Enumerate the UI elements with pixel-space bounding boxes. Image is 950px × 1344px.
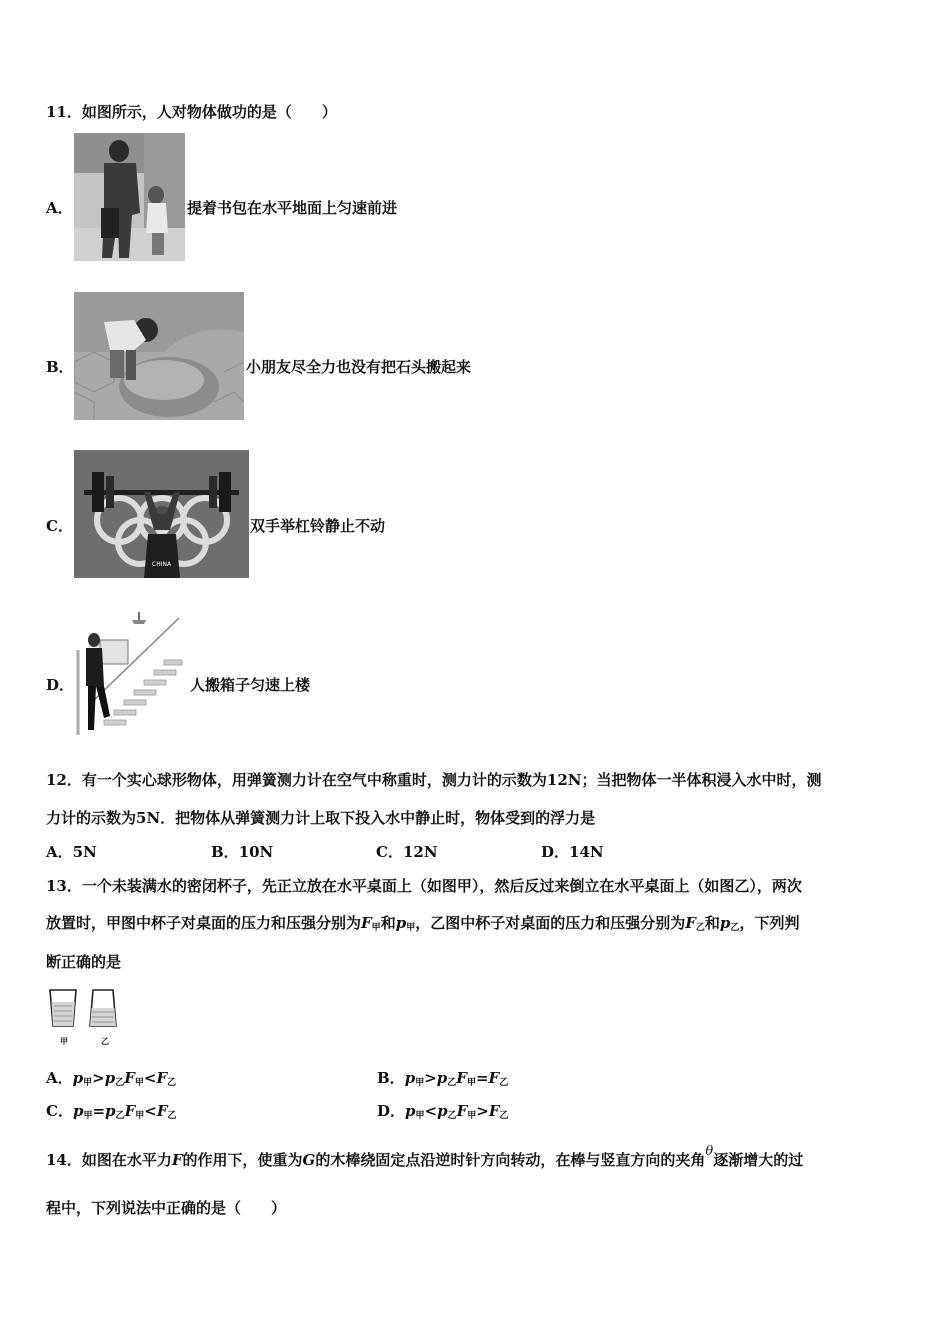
figure-cups: [46, 986, 126, 1032]
q13-line-2-suffix: ，下列判: [739, 914, 800, 932]
q13-b-rel: >: [424, 1069, 437, 1087]
q13-c-p2: p: [105, 1102, 116, 1120]
q11-option-b-text: 小朋友尽全力也没有把石头搬起来: [246, 358, 472, 376]
q12-option-d-text: 14N: [569, 843, 604, 861]
photo-weightlifter: [74, 450, 249, 578]
q12-option-b-letter: B．: [211, 843, 239, 861]
q11-option-c-text: 双手举杠铃静止不动: [250, 517, 386, 535]
q13-option-a: [46, 1068, 176, 1093]
q13-d-sub2: 乙: [447, 1111, 457, 1121]
q13-d-F: F: [456, 1102, 468, 1120]
q13-a-p2: p: [104, 1069, 116, 1087]
q13-b-F2: F: [488, 1069, 500, 1087]
q13-sub-yi: 乙: [695, 923, 705, 933]
q13-var-p: p: [395, 914, 407, 932]
q13-option-c-letter: C．: [46, 1102, 73, 1120]
q13-d-rel: <: [424, 1102, 438, 1120]
q13-option-d-letter: D．: [377, 1102, 406, 1120]
photo-walking-with-bag: [74, 133, 185, 261]
q13-line-2-prefix: 放置时，甲图中杯子对桌面的压力和压强分别为: [46, 914, 362, 932]
q13-option-b-letter: B．: [377, 1069, 405, 1087]
q13-c-sub2: 乙: [115, 1111, 125, 1121]
q13-b-sub2: 乙: [447, 1078, 457, 1088]
q13-a-sub2: 乙: [115, 1078, 125, 1088]
q13-d-sub3: 甲: [467, 1111, 477, 1121]
q14-var-G: G: [302, 1151, 316, 1169]
q13-c-rel2: <: [144, 1102, 157, 1120]
q12-option-d: [541, 842, 604, 862]
q13-a-sub4: 乙: [167, 1078, 177, 1088]
q13-a-F: F: [124, 1069, 135, 1087]
q14-line-1-b: 的作用下，使重为: [182, 1151, 303, 1169]
q11-option-b-letter: B．: [46, 358, 74, 376]
q11-option-c-letter: C．: [46, 517, 73, 535]
photo-c-chest-text: CHINA: [152, 561, 172, 568]
q13-b-sub4: 乙: [499, 1078, 509, 1088]
q13-sub-jia: 甲: [371, 923, 381, 933]
q13-and-2: 和: [704, 914, 720, 932]
q13-line-2: [46, 913, 799, 938]
q13-d-sub4: 乙: [499, 1111, 509, 1121]
q13-a-rel2: <: [143, 1069, 157, 1087]
q14-line-2: 程中，下列说法中正确的是（ ）: [46, 1199, 287, 1217]
q14-theta: θ: [705, 1144, 714, 1159]
q13-option-d: [377, 1101, 509, 1126]
q12-option-d-letter: D．: [541, 843, 570, 861]
q13-c-F2: F: [156, 1102, 168, 1120]
figure-label-yi: 乙: [101, 1036, 109, 1046]
q13-a-rel: >: [92, 1069, 105, 1087]
q12-option-c: [376, 842, 438, 862]
q13-c-sub: 甲: [83, 1111, 93, 1121]
q11-option-a-letter: A．: [46, 199, 73, 217]
q12-line-1: 12．有一个实心球形物体，用弹簧测力计在空气中称重时，测力计的示数为12N；当把物体一半体积浸入水中时，测: [46, 771, 822, 789]
q13-option-a-letter: A．: [46, 1069, 73, 1087]
figure-label-jia: 甲: [60, 1036, 68, 1046]
q13-b-p: p: [404, 1069, 416, 1087]
q13-sub-yi-2: 乙: [730, 923, 740, 933]
q13-a-F2: F: [156, 1069, 168, 1087]
drawing-man-carrying-box-upstairs: [74, 610, 184, 738]
q13-d-p2: p: [437, 1102, 448, 1120]
q13-a-p: p: [72, 1069, 84, 1087]
q13-c-sub4: 乙: [167, 1111, 177, 1121]
q12-option-c-letter: C．: [376, 843, 403, 861]
q13-c-rel: =: [92, 1102, 106, 1120]
q13-b-sub3: 甲: [466, 1078, 476, 1088]
q14-var-F: F: [171, 1151, 183, 1169]
q13-b-p2: p: [436, 1069, 448, 1087]
q11-stem: 11．如图所示，人对物体做功的是（ ）: [46, 103, 337, 121]
q13-c-p: p: [72, 1102, 84, 1120]
q12-option-a-letter: A．: [46, 843, 73, 861]
q14-line-1: [46, 1144, 804, 1172]
q14-line-1-d: 逐渐增大的过: [713, 1151, 804, 1169]
photo-child-and-stone: [74, 292, 244, 420]
q13-var-F-2: F: [685, 914, 696, 932]
q13-d-rel2: >: [476, 1102, 489, 1120]
q13-b-rel2: =: [475, 1069, 489, 1087]
q13-option-b: [377, 1068, 508, 1093]
q13-d-p: p: [405, 1102, 416, 1120]
q13-line-3: 断正确的是: [46, 953, 122, 971]
q11-option-a-text: 提着书包在水平地面上匀速前进: [187, 199, 398, 217]
q13-var-p-2: p: [719, 914, 731, 932]
q14-line-1-c: 的木棒绕固定点沿逆时针方向转动，在棒与竖直方向的夹角: [315, 1151, 706, 1169]
q12-option-a-text: 5N: [72, 843, 97, 861]
q13-sub-jia-2: 甲: [406, 923, 416, 933]
q13-and: 和: [380, 914, 396, 932]
q13-c-sub3: 甲: [135, 1111, 145, 1121]
q12-option-c-text: 12N: [402, 843, 438, 861]
q13-a-sub: 甲: [83, 1078, 93, 1088]
q13-var-F: F: [361, 914, 372, 932]
q13-b-sub: 甲: [415, 1078, 425, 1088]
q13-line-1: 13．一个未装满水的密闭杯子，先正立放在水平桌面上（如图甲），然后反过来倒立在水平桌面上（如图乙），两次: [46, 877, 802, 895]
q13-b-F: F: [456, 1069, 467, 1087]
q13-a-sub3: 甲: [134, 1078, 144, 1088]
q11-option-d-text: 人搬箱子匀速上楼: [190, 676, 311, 694]
q12-option-a: [46, 842, 97, 862]
q12-option-b-text: 10N: [238, 843, 274, 861]
q13-line-2-mid: ，乙图中杯子对桌面的压力和压强分别为: [415, 914, 686, 932]
q11-option-d-letter: D．: [46, 676, 75, 694]
q14-line-1-a: 14．如图在水平力: [46, 1151, 172, 1169]
q12-line-2: 力计的示数为5N．把物体从弹簧测力计上取下投入水中静止时，物体受到的浮力是: [46, 809, 596, 827]
q12-option-b: [211, 842, 273, 862]
q13-c-F: F: [124, 1102, 136, 1120]
q13-d-F2: F: [488, 1102, 500, 1120]
q13-option-c: [46, 1101, 176, 1126]
q13-d-sub: 甲: [415, 1111, 425, 1121]
